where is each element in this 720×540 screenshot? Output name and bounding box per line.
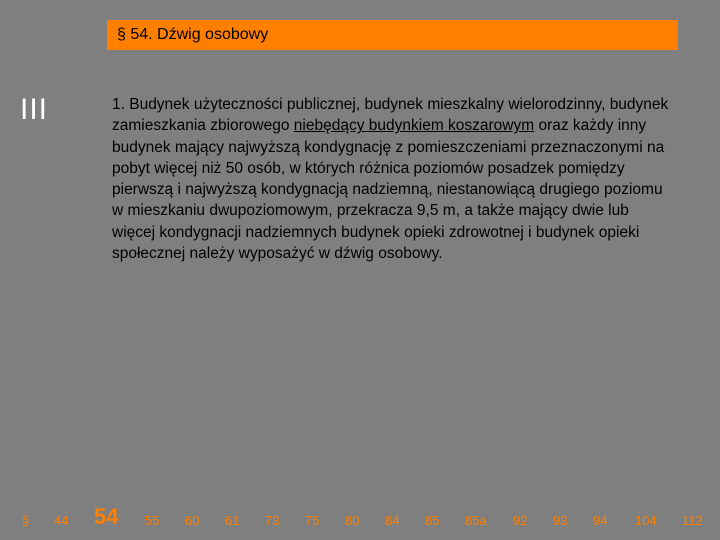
nav-link-104[interactable]: 104 [635,513,657,528]
nav-link-75[interactable]: 75 [305,513,320,528]
slide-title: § 54. Dźwig osobowy [117,26,269,43]
nav-link-84[interactable]: 84 [385,513,400,528]
nav-link-54-current[interactable]: 54 [94,504,119,529]
chapter-mark: III [20,93,49,126]
paragraph-lead: 1. Budynek użyteczności publicznej, budynek mieszkalny wielorodzinny, budynek zamieszkania zbiorowego [112,96,669,135]
slide-title-bar [107,20,678,50]
nav-link-93[interactable]: 93 [553,513,568,528]
nav-link-60[interactable]: 60 [185,513,200,528]
paragraph-underlined: niebędący budynkiem koszarowym [293,117,535,135]
nav-link-112[interactable]: 112 [682,513,703,528]
nav-link-85a[interactable]: 85a [465,513,487,528]
nav-link-94[interactable]: 94 [593,513,608,528]
paragraph-text [112,94,672,264]
nav-link-92[interactable]: 92 [513,513,528,528]
nav-link-section[interactable]: § [22,513,30,528]
section-nav [0,500,720,540]
paragraph-rest: oraz każdy inny budynek mający najwyższą kondygnację z pomieszczeniami przeznaczonymi na pobyt więcej niż 50 osób, w których różnica poziomów posadzek pomiędzy pierwszą i najwyższą kondygnacją nadziemną, niestanowiącą drugiego poziomu w mieszkaniu dwupoziomowym, przekracza 9,5 m, a także mający dwie lub więcej kondygnacji nadziemnych budynek opieki zdrowotnej i budynek opieki społecznej należy wyposażyć w dźwig osobowy. [112,117,665,263]
nav-link-73[interactable]: 73 [265,513,280,528]
nav-link-61[interactable]: 61 [225,513,240,528]
nav-link-44[interactable]: 44 [54,513,69,528]
nav-link-85[interactable]: 85 [425,513,440,528]
nav-link-55[interactable]: 55 [145,513,160,528]
nav-link-80[interactable]: 80 [345,513,360,528]
